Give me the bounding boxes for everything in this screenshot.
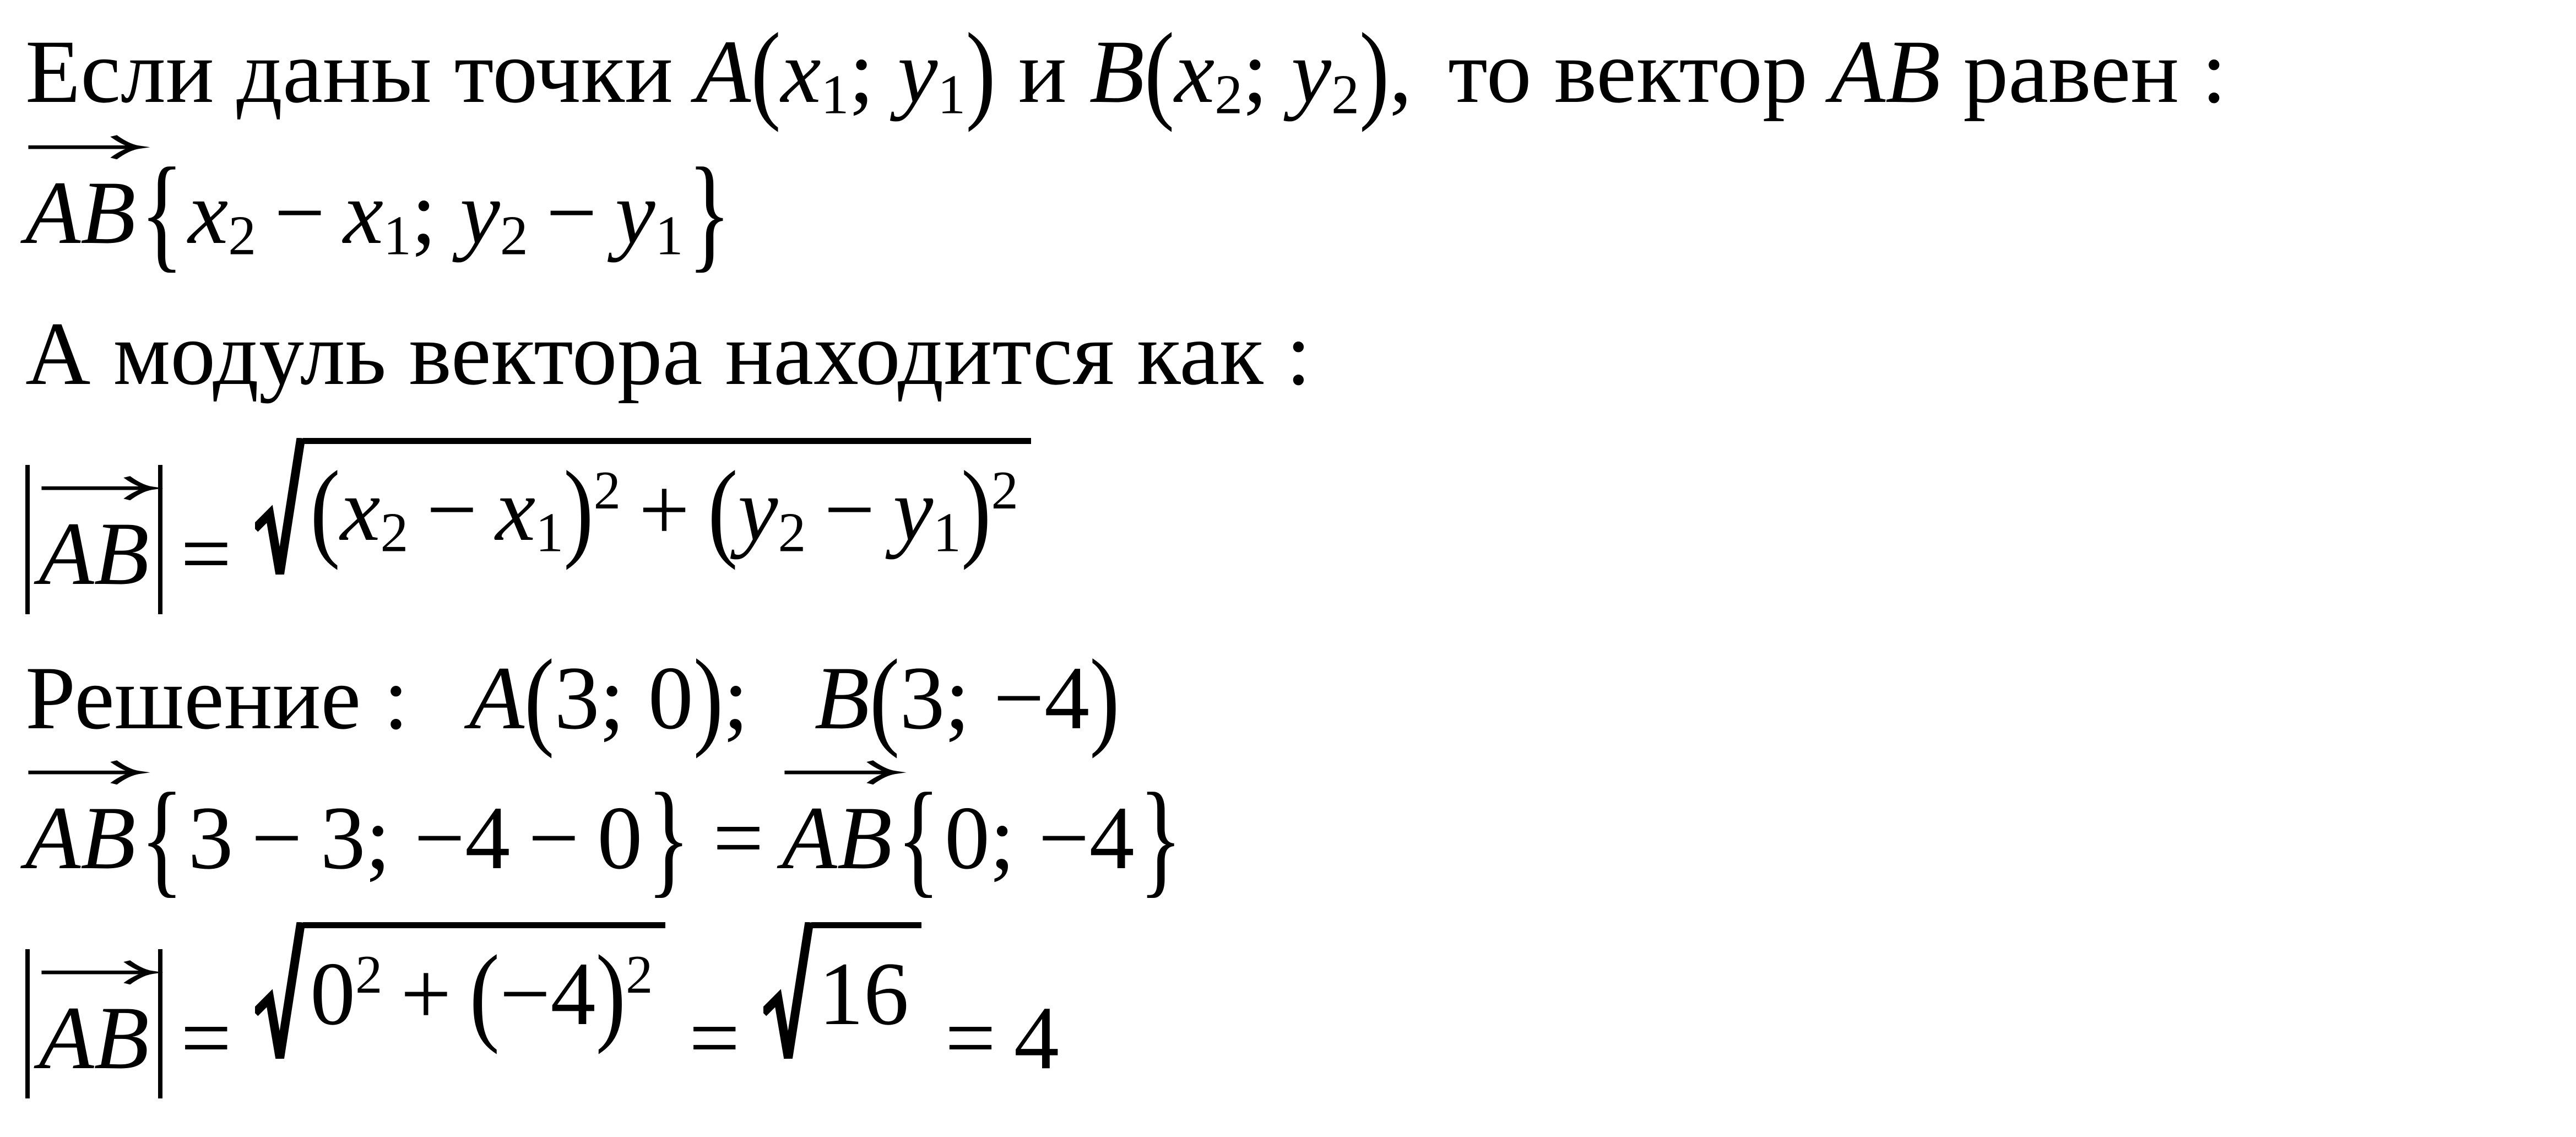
equals-sign: = (688, 988, 740, 1089)
subscript-2: 2 (500, 204, 528, 267)
semicolon: ; (945, 648, 970, 748)
square-root (255, 922, 665, 1068)
vector-name-plain: AB (1830, 22, 1941, 122)
subscript-2: 2 (228, 204, 257, 267)
var-x: x (343, 163, 383, 263)
subscript-2: 2 (380, 500, 409, 563)
vector-ab-label: AB (25, 163, 136, 263)
line-definition-intro (25, 11, 2567, 133)
absolute-value (25, 949, 162, 1098)
close-paren: ) (1089, 637, 1120, 759)
minus-operator: − (274, 163, 326, 263)
open-brace: { (140, 767, 184, 909)
subscript-1: 1 (655, 204, 684, 267)
vector-ab (25, 782, 135, 895)
minus-operator: − (251, 788, 302, 889)
equals-sign: = (180, 504, 232, 604)
vector-arrow-icon (40, 953, 153, 984)
point-b-value (814, 637, 1120, 759)
open-paren: ( (524, 637, 555, 759)
semicolon: ; (989, 788, 1015, 889)
var-y: y (1291, 22, 1332, 122)
square-root (255, 438, 1031, 584)
a-x-value: 3 (554, 648, 600, 748)
line-vector-components-formula (25, 142, 2567, 284)
mid-text: то вектор (1448, 22, 1808, 122)
semicolon: ; (599, 648, 625, 748)
square-root (763, 922, 921, 1068)
minus-operator: − (528, 788, 579, 889)
a-y-value: 0 (648, 648, 693, 748)
vector-arrow-icon (26, 753, 140, 784)
semicolon: ; (1243, 22, 1268, 122)
minus-operator: − (824, 459, 875, 560)
var-y: y (460, 163, 500, 263)
open-paren: ( (708, 448, 738, 571)
var-y: y (615, 163, 655, 263)
point-a-value (469, 637, 792, 759)
close-paren: ) (563, 448, 594, 571)
vx-value: 0 (310, 944, 356, 1044)
open-paren: ( (751, 11, 781, 133)
subscript-1: 1 (937, 63, 966, 126)
exponent-2: 2 (355, 944, 383, 1005)
separator-semicolon: ; (723, 648, 749, 748)
var-y: y (897, 22, 938, 122)
subscript-1: 1 (821, 63, 849, 126)
close-brace: } (1138, 767, 1183, 909)
exponent-2: 2 (626, 944, 653, 1005)
equals-sign: = (713, 788, 764, 889)
modulus-intro-text: А модуль вектора находится как : (25, 304, 1311, 404)
close-paren: ) (1359, 11, 1390, 133)
var-x: x (1174, 22, 1215, 122)
vector-ab (782, 782, 892, 895)
b-y-value: −4 (993, 648, 1090, 748)
vector-ab (39, 497, 149, 610)
x2-value: 3 (188, 788, 234, 889)
radicand (811, 922, 921, 1068)
y1-value: 0 (597, 788, 643, 889)
equals-sign: = (180, 988, 232, 1089)
minus-operator: − (546, 163, 597, 263)
vy-value: −4 (500, 944, 596, 1044)
var-y: y (893, 459, 934, 560)
vector-ab-label: AB (782, 788, 892, 889)
plus-operator: + (400, 944, 452, 1044)
close-brace: } (687, 142, 731, 284)
exponent-2: 2 (593, 460, 621, 521)
y2-value: −4 (414, 788, 511, 889)
subscript-1: 1 (383, 204, 411, 267)
result-x-value: 0 (944, 788, 990, 889)
open-paren: ( (310, 448, 340, 571)
line-modulus-formula (25, 438, 2567, 614)
point-b-group (1089, 11, 1426, 133)
vector-ab-label: AB (25, 788, 136, 889)
subscript-1: 1 (933, 500, 962, 563)
vector-ab (39, 982, 149, 1095)
semicolon: ; (365, 788, 391, 889)
b-x-value: 3 (899, 648, 945, 748)
radicand (303, 438, 1031, 584)
vector-ab (25, 156, 135, 269)
tail-text: равен : (1963, 22, 2227, 122)
var-y: y (737, 459, 778, 560)
line-modulus-intro (25, 297, 2567, 410)
open-brace: { (140, 142, 184, 284)
subscript-1: 1 (535, 500, 564, 563)
var-x: x (340, 459, 381, 560)
close-paren: ) (966, 11, 996, 133)
vector-arrow-icon (40, 469, 153, 500)
conjunction-and: и (1018, 22, 1067, 122)
subscript-2: 2 (1331, 63, 1359, 126)
point-a-label: A (695, 22, 751, 122)
vector-ab-label: AB (39, 504, 149, 604)
line-solution-points (25, 637, 2567, 759)
radicand (303, 922, 665, 1068)
var-x: x (780, 22, 821, 122)
subscript-2: 2 (1214, 63, 1243, 126)
vector-ab-label: AB (39, 988, 149, 1089)
close-paren: ) (693, 637, 724, 759)
semicolon: ; (849, 22, 874, 122)
point-a-label: A (469, 648, 524, 748)
radical-icon (255, 922, 305, 1068)
point-b-label: B (814, 648, 870, 748)
minus-operator: − (426, 459, 478, 560)
intro-text: Если даны точки (25, 22, 673, 122)
var-x: x (188, 163, 229, 263)
open-paren: ( (469, 933, 500, 1055)
vector-arrow-icon (783, 753, 896, 784)
var-x: x (495, 459, 536, 560)
solution-label: Решение : (25, 648, 409, 748)
exponent-2: 2 (991, 460, 1018, 521)
absolute-value (25, 465, 162, 614)
semicolon: ; (411, 163, 437, 263)
result-y-value: −4 (1038, 788, 1135, 889)
line-modulus-computation (25, 922, 2567, 1098)
radical-icon (255, 438, 305, 584)
open-paren: ( (1144, 11, 1175, 133)
point-a-group (695, 11, 996, 133)
line-components-computation (25, 767, 2567, 909)
close-brace: } (647, 767, 691, 909)
open-paren: ( (869, 637, 900, 759)
open-brace: { (897, 767, 940, 909)
subscript-2: 2 (778, 500, 806, 563)
final-result-value: 4 (1013, 988, 1059, 1089)
plus-operator: + (638, 459, 690, 560)
radical-icon (763, 922, 813, 1068)
radicand-16-value: 16 (818, 944, 909, 1044)
close-paren: ) (595, 933, 626, 1055)
equals-sign: = (945, 988, 996, 1089)
comma: , (1389, 22, 1412, 122)
close-paren: ) (961, 448, 991, 571)
x1-value: 3 (320, 788, 366, 889)
point-b-label: B (1089, 22, 1145, 122)
vector-arrow-icon (26, 128, 140, 159)
